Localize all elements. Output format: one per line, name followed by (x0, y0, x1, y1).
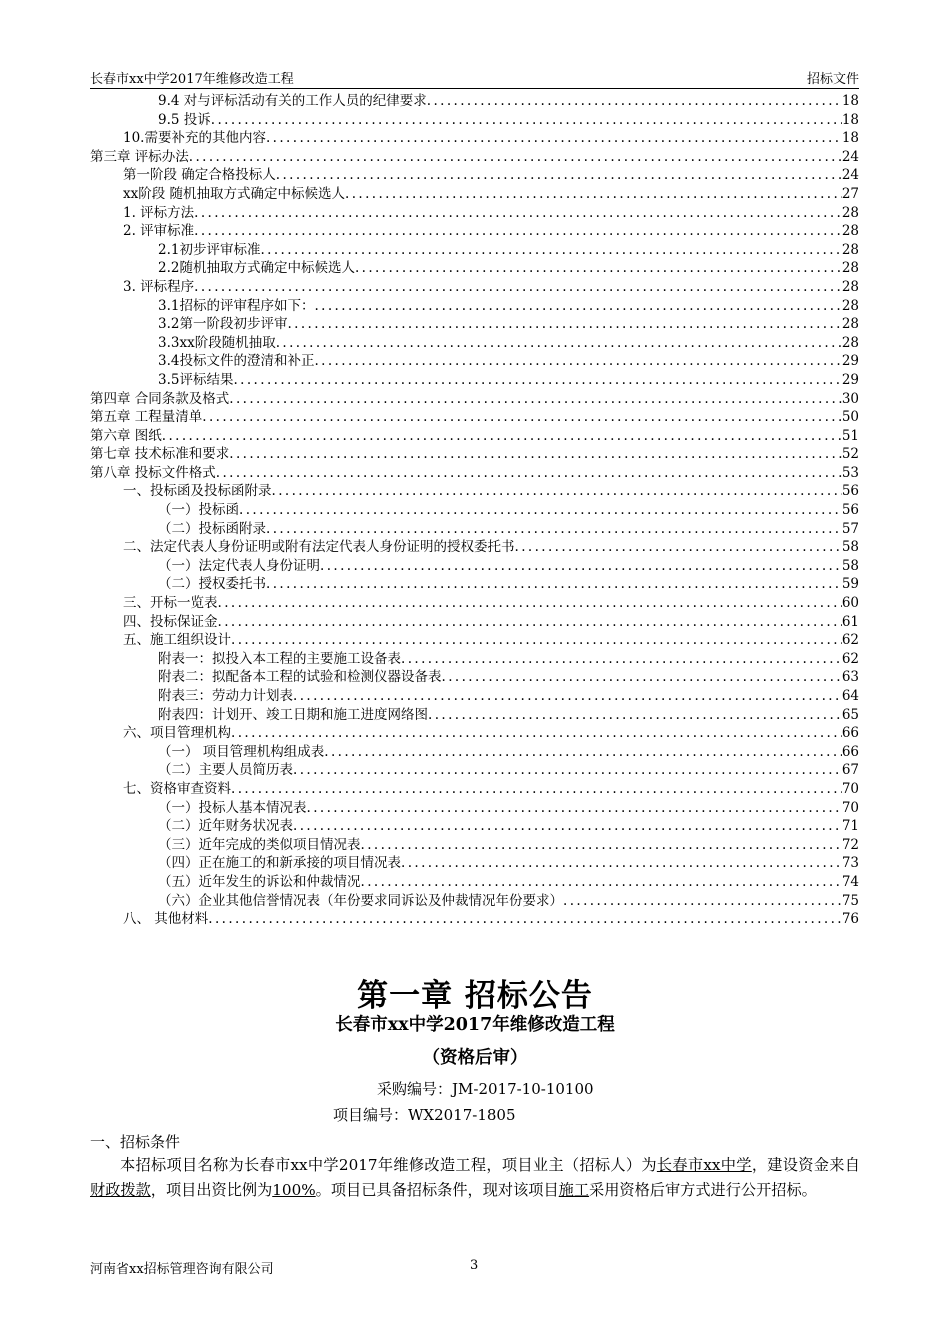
toc-entry-title: （五）近年发生的诉讼和仲裁情况 (158, 873, 361, 890)
toc-entry-title: 2.1初步评审标准 (158, 241, 261, 258)
toc-dot-leader (401, 854, 842, 873)
toc-entry[interactable] (90, 631, 859, 650)
toc-entry-title: （一）投标函 (158, 502, 239, 519)
toc-entry-title: 3.2第一阶段初步评审 (158, 316, 288, 333)
toc-entry-page: 52 (841, 446, 859, 463)
toc-dot-leader (218, 613, 842, 632)
para-text-2: ，建设资金来自 (751, 1156, 860, 1174)
para-text-1: 本招标项目名称为长春市xx中学2017年维修改造工程，项目业主（招标人）为 (120, 1156, 657, 1174)
toc-entry-page: 29 (841, 371, 859, 388)
toc-entry-page: 58 (841, 557, 859, 574)
toc-entry-page: 65 (841, 706, 859, 723)
toc-dot-leader (276, 166, 842, 185)
toc-entry-page: 27 (841, 185, 859, 202)
toc-entry-title: 第七章 技术标准和要求 (90, 446, 230, 463)
toc-entry-title: （二）近年财务状况表 (158, 818, 293, 835)
toc-entry[interactable] (90, 352, 859, 371)
toc-dot-leader (427, 92, 842, 111)
toc-dot-leader (361, 873, 842, 892)
toc-entry[interactable] (90, 408, 859, 427)
toc-entry-page: 71 (841, 818, 859, 835)
toc-entry-title: 七、资格审查资料 (123, 780, 231, 797)
toc-dot-leader (287, 315, 841, 334)
toc-entry-title: （一） 项目管理机构组成表 (158, 743, 325, 760)
para-text-4: 。项目已具备招标条件，现对该项目 (315, 1181, 559, 1199)
toc-entry[interactable] (90, 761, 859, 780)
toc-entry-page: 28 (841, 278, 859, 295)
para-text-3: ，项目出资比例为 (150, 1181, 273, 1199)
owner-name: 长春市xx中学 (656, 1156, 752, 1174)
toc-dot-leader (314, 352, 841, 371)
toc-entry-title: 附表一：拟投入本工程的主要施工设备表 (158, 650, 401, 667)
toc-entry[interactable] (90, 111, 859, 130)
toc-entry-title: 3.4投标文件的澄清和补正 (158, 353, 315, 370)
toc-entry-title: 3.5评标结果 (158, 371, 234, 388)
toc-entry[interactable] (90, 185, 859, 204)
toc-entry-page: 58 (841, 539, 859, 556)
toc-dot-leader (355, 259, 842, 278)
toc-entry-page: 29 (841, 353, 859, 370)
toc-dot-leader (233, 371, 841, 390)
toc-entry[interactable] (90, 668, 859, 687)
toc-entry-title: （四）正在施工的和新承接的项目情况表 (158, 855, 401, 872)
toc-dot-leader (266, 575, 842, 594)
toc-dot-leader (563, 892, 842, 911)
toc-entry-page: 28 (841, 297, 859, 314)
toc-entry-page: 28 (841, 260, 859, 277)
toc-entry-page: 28 (841, 334, 859, 351)
toc-entry-title: （二）主要人员简历表 (158, 762, 293, 779)
toc-entry-page: 76 (841, 911, 859, 928)
toc-entry[interactable] (90, 427, 859, 446)
toc-entry-title: 第六章 图纸 (90, 427, 162, 444)
toc-entry[interactable] (90, 390, 859, 409)
toc-entry-page: 66 (841, 725, 859, 742)
toc-dot-leader (239, 501, 842, 520)
toc-entry[interactable] (90, 892, 859, 911)
toc-entry[interactable] (90, 129, 859, 148)
toc-entry-page: 18 (841, 111, 859, 128)
toc-entry-page: 72 (841, 836, 859, 853)
toc-entry[interactable] (90, 297, 859, 316)
toc-entry-page: 28 (841, 316, 859, 333)
toc-entry[interactable] (90, 259, 859, 278)
toc-entry-title: 附表四：计划开、竣工日期和施工进度网络图 (158, 706, 428, 723)
toc-dot-leader (276, 334, 842, 353)
toc-entry-page: 61 (841, 613, 859, 630)
toc-dot-leader (266, 520, 842, 539)
toc-entry-page: 53 (841, 464, 859, 481)
toc-entry-page: 28 (841, 241, 859, 258)
toc-dot-leader (208, 910, 842, 929)
toc-entry-title: 1. 评标方法 (123, 204, 195, 221)
toc-entry-page: 51 (841, 427, 859, 444)
toc-entry-title: 五、施工组织设计 (123, 632, 231, 649)
page-header (90, 66, 859, 89)
toc-entry-title: 第五章 工程量清单 (90, 409, 203, 426)
toc-entry[interactable] (90, 538, 859, 557)
toc-entry-page: 18 (841, 93, 859, 109)
toc-entry-title: （二）投标函附录 (158, 520, 266, 537)
toc-dot-leader (231, 780, 842, 799)
toc-entry-page: 30 (841, 390, 859, 407)
toc-dot-leader (293, 761, 842, 780)
toc-entry-title: 一、投标函及投标函附录 (123, 483, 272, 500)
toc-entry-title: 3.3xx阶段随机抽取 (158, 334, 276, 351)
toc-entry[interactable] (90, 278, 859, 297)
toc-entry-page: 28 (841, 204, 859, 221)
toc-entry-page: 67 (841, 762, 859, 779)
toc-entry-page: 24 (841, 167, 859, 184)
toc-entry-title: 9.5 投诉 (158, 111, 211, 128)
toc-entry-page: 59 (841, 576, 859, 593)
toc-entry-page: 66 (841, 743, 859, 760)
toc-dot-leader (361, 836, 842, 855)
toc-entry-title: 四、投标保证金 (123, 613, 218, 630)
toc-entry[interactable] (90, 873, 859, 892)
toc-entry[interactable] (90, 706, 859, 725)
toc-entry[interactable] (90, 334, 859, 353)
toc-entry-title: 2. 评审标准 (123, 223, 195, 240)
toc-dot-leader (231, 631, 842, 650)
review-type-heading: （资格后审） (422, 1048, 528, 1068)
toc-entry-page: 18 (841, 130, 859, 147)
tender-scope: 施工 (558, 1181, 590, 1199)
header-project-title: 长春市xx中学2017年维修改造工程 (90, 72, 294, 87)
chapter-title: 第一章 招标公告 (357, 978, 593, 1014)
toc-entry-page: 63 (841, 669, 859, 686)
toc-entry-title: xx阶段 随机抽取方式确定中标候选人 (123, 185, 346, 202)
toc-entry[interactable] (90, 650, 859, 669)
toc-entry-page: 70 (841, 780, 859, 797)
toc-entry[interactable] (90, 743, 859, 762)
toc-dot-leader (428, 706, 842, 725)
toc-entry[interactable] (90, 241, 859, 260)
para-text-5: 采用资格后审方式进行公开招标。 (589, 1181, 817, 1199)
toc-entry[interactable] (90, 204, 859, 223)
toc-entry[interactable] (90, 780, 859, 799)
toc-dot-leader (442, 668, 842, 687)
toc-dot-leader (194, 222, 842, 241)
toc-dot-leader (211, 111, 842, 130)
toc-entry-title: 三、开标一览表 (123, 595, 218, 612)
toc-entry[interactable] (90, 817, 859, 836)
toc-entry[interactable] (90, 613, 859, 632)
table-of-contents (90, 92, 859, 929)
toc-entry-title: 第三章 评标办法 (90, 148, 189, 165)
toc-dot-leader (272, 482, 842, 501)
toc-entry-title: （一）法定代表人身份证明 (158, 557, 320, 574)
toc-entry-title: 第四章 合同条款及格式 (90, 390, 230, 407)
toc-entry-title: 附表二：拟配备本工程的试验和检测仪器设备表 (158, 669, 442, 686)
toc-dot-leader (194, 204, 842, 223)
toc-dot-leader (162, 427, 842, 446)
toc-dot-leader (293, 687, 842, 706)
toc-entry-page: 70 (841, 799, 859, 816)
toc-entry-page: 56 (841, 502, 859, 519)
section-heading: 一、招标条件 (90, 1133, 181, 1151)
toc-entry[interactable] (90, 910, 859, 929)
toc-dot-leader (314, 297, 841, 316)
toc-entry[interactable] (90, 148, 859, 167)
toc-entry-page: 24 (841, 148, 859, 165)
toc-entry-page: 73 (841, 855, 859, 872)
header-doc-type: 招标文件 (806, 72, 859, 87)
toc-entry[interactable] (90, 575, 859, 594)
toc-dot-leader (293, 817, 842, 836)
toc-dot-leader (260, 241, 841, 260)
project-name-heading: 长春市xx中学2017年维修改造工程 (335, 1015, 615, 1035)
toc-entry-title: 二、法定代表人身份证明或附有法定代表人身份证明的授权委托书 (123, 539, 515, 556)
toc-entry[interactable] (90, 371, 859, 390)
page-footer (90, 1258, 860, 1277)
toc-entry-page: 75 (841, 892, 859, 909)
toc-dot-leader (218, 594, 842, 613)
toc-entry[interactable] (90, 687, 859, 706)
toc-dot-leader (189, 148, 842, 167)
toc-entry[interactable] (90, 854, 859, 873)
toc-entry-page: 28 (841, 223, 859, 240)
toc-entry[interactable] (90, 315, 859, 334)
toc-dot-leader (266, 129, 842, 148)
toc-entry[interactable] (90, 222, 859, 241)
toc-entry-title: 3.1招标的评审程序如下： (158, 297, 315, 314)
toc-dot-leader (231, 724, 842, 743)
toc-entry-title: 第八章 投标文件格式 (90, 464, 216, 481)
toc-dot-leader (307, 799, 842, 818)
toc-entry[interactable] (90, 92, 859, 111)
toc-dot-leader (345, 185, 842, 204)
toc-entry[interactable] (90, 557, 859, 576)
toc-entry-page: 57 (841, 520, 859, 537)
toc-entry-title: （六）企业其他信誉情况表（年份要求同诉讼及仲裁情况年份要求） (158, 892, 563, 909)
toc-dot-leader (324, 743, 842, 762)
toc-entry[interactable] (90, 836, 859, 855)
toc-dot-leader (216, 464, 842, 483)
toc-entry[interactable] (90, 464, 859, 483)
toc-entry[interactable] (90, 799, 859, 818)
toc-dot-leader (229, 390, 842, 409)
toc-entry-title: 9.4 对与评标活动有关的工作人员的纪律要求 (158, 93, 427, 109)
toc-dot-leader (320, 557, 842, 576)
toc-entry[interactable] (90, 724, 859, 743)
toc-entry-title: （二）授权委托书 (158, 576, 266, 593)
toc-entry[interactable] (90, 166, 859, 185)
toc-dot-leader (401, 650, 842, 669)
footer-company: 河南省xx招标管理咨询有限公司 (90, 1262, 274, 1277)
toc-entry-page: 56 (841, 483, 859, 500)
procurement-number: 采购编号：JM-2017-10-10100 (377, 1080, 594, 1098)
toc-entry[interactable] (90, 501, 859, 520)
toc-entry-page: 62 (841, 650, 859, 667)
toc-entry-title: 六、项目管理机构 (123, 725, 231, 742)
toc-dot-leader (229, 445, 842, 464)
toc-entry-page: 62 (841, 632, 859, 649)
toc-dot-leader (515, 538, 842, 557)
footer-page-number: 3 (470, 1258, 479, 1273)
toc-entry-title: 八、 其他材料 (123, 911, 209, 928)
toc-entry-page: 60 (841, 595, 859, 612)
funding-source: 财政拨款 (90, 1181, 151, 1199)
toc-dot-leader (194, 278, 842, 297)
tender-conditions-paragraph (90, 1153, 860, 1203)
toc-entry-title: 3. 评标程序 (123, 278, 195, 295)
toc-entry-title: 第一阶段 确定合格投标人 (123, 167, 276, 184)
toc-dot-leader (202, 408, 842, 427)
toc-entry-title: 附表三：劳动力计划表 (158, 688, 293, 704)
project-number: 项目编号：WX2017-1805 (333, 1106, 516, 1124)
toc-entry[interactable] (90, 520, 859, 539)
investment-ratio: 100% (272, 1181, 316, 1199)
toc-entry[interactable] (90, 482, 859, 501)
toc-entry-title: 10.需要补充的其他内容 (123, 130, 266, 147)
toc-entry-title: 2.2随机抽取方式确定中标候选人 (158, 260, 355, 277)
toc-entry[interactable] (90, 445, 859, 464)
toc-entry[interactable] (90, 594, 859, 613)
toc-entry-title: （三）近年完成的类似项目情况表 (158, 836, 361, 853)
toc-entry-page: 74 (841, 873, 859, 890)
toc-entry-page: 64 (841, 688, 859, 704)
toc-entry-title: （一）投标人基本情况表 (158, 799, 307, 816)
toc-entry-page: 50 (841, 409, 859, 426)
